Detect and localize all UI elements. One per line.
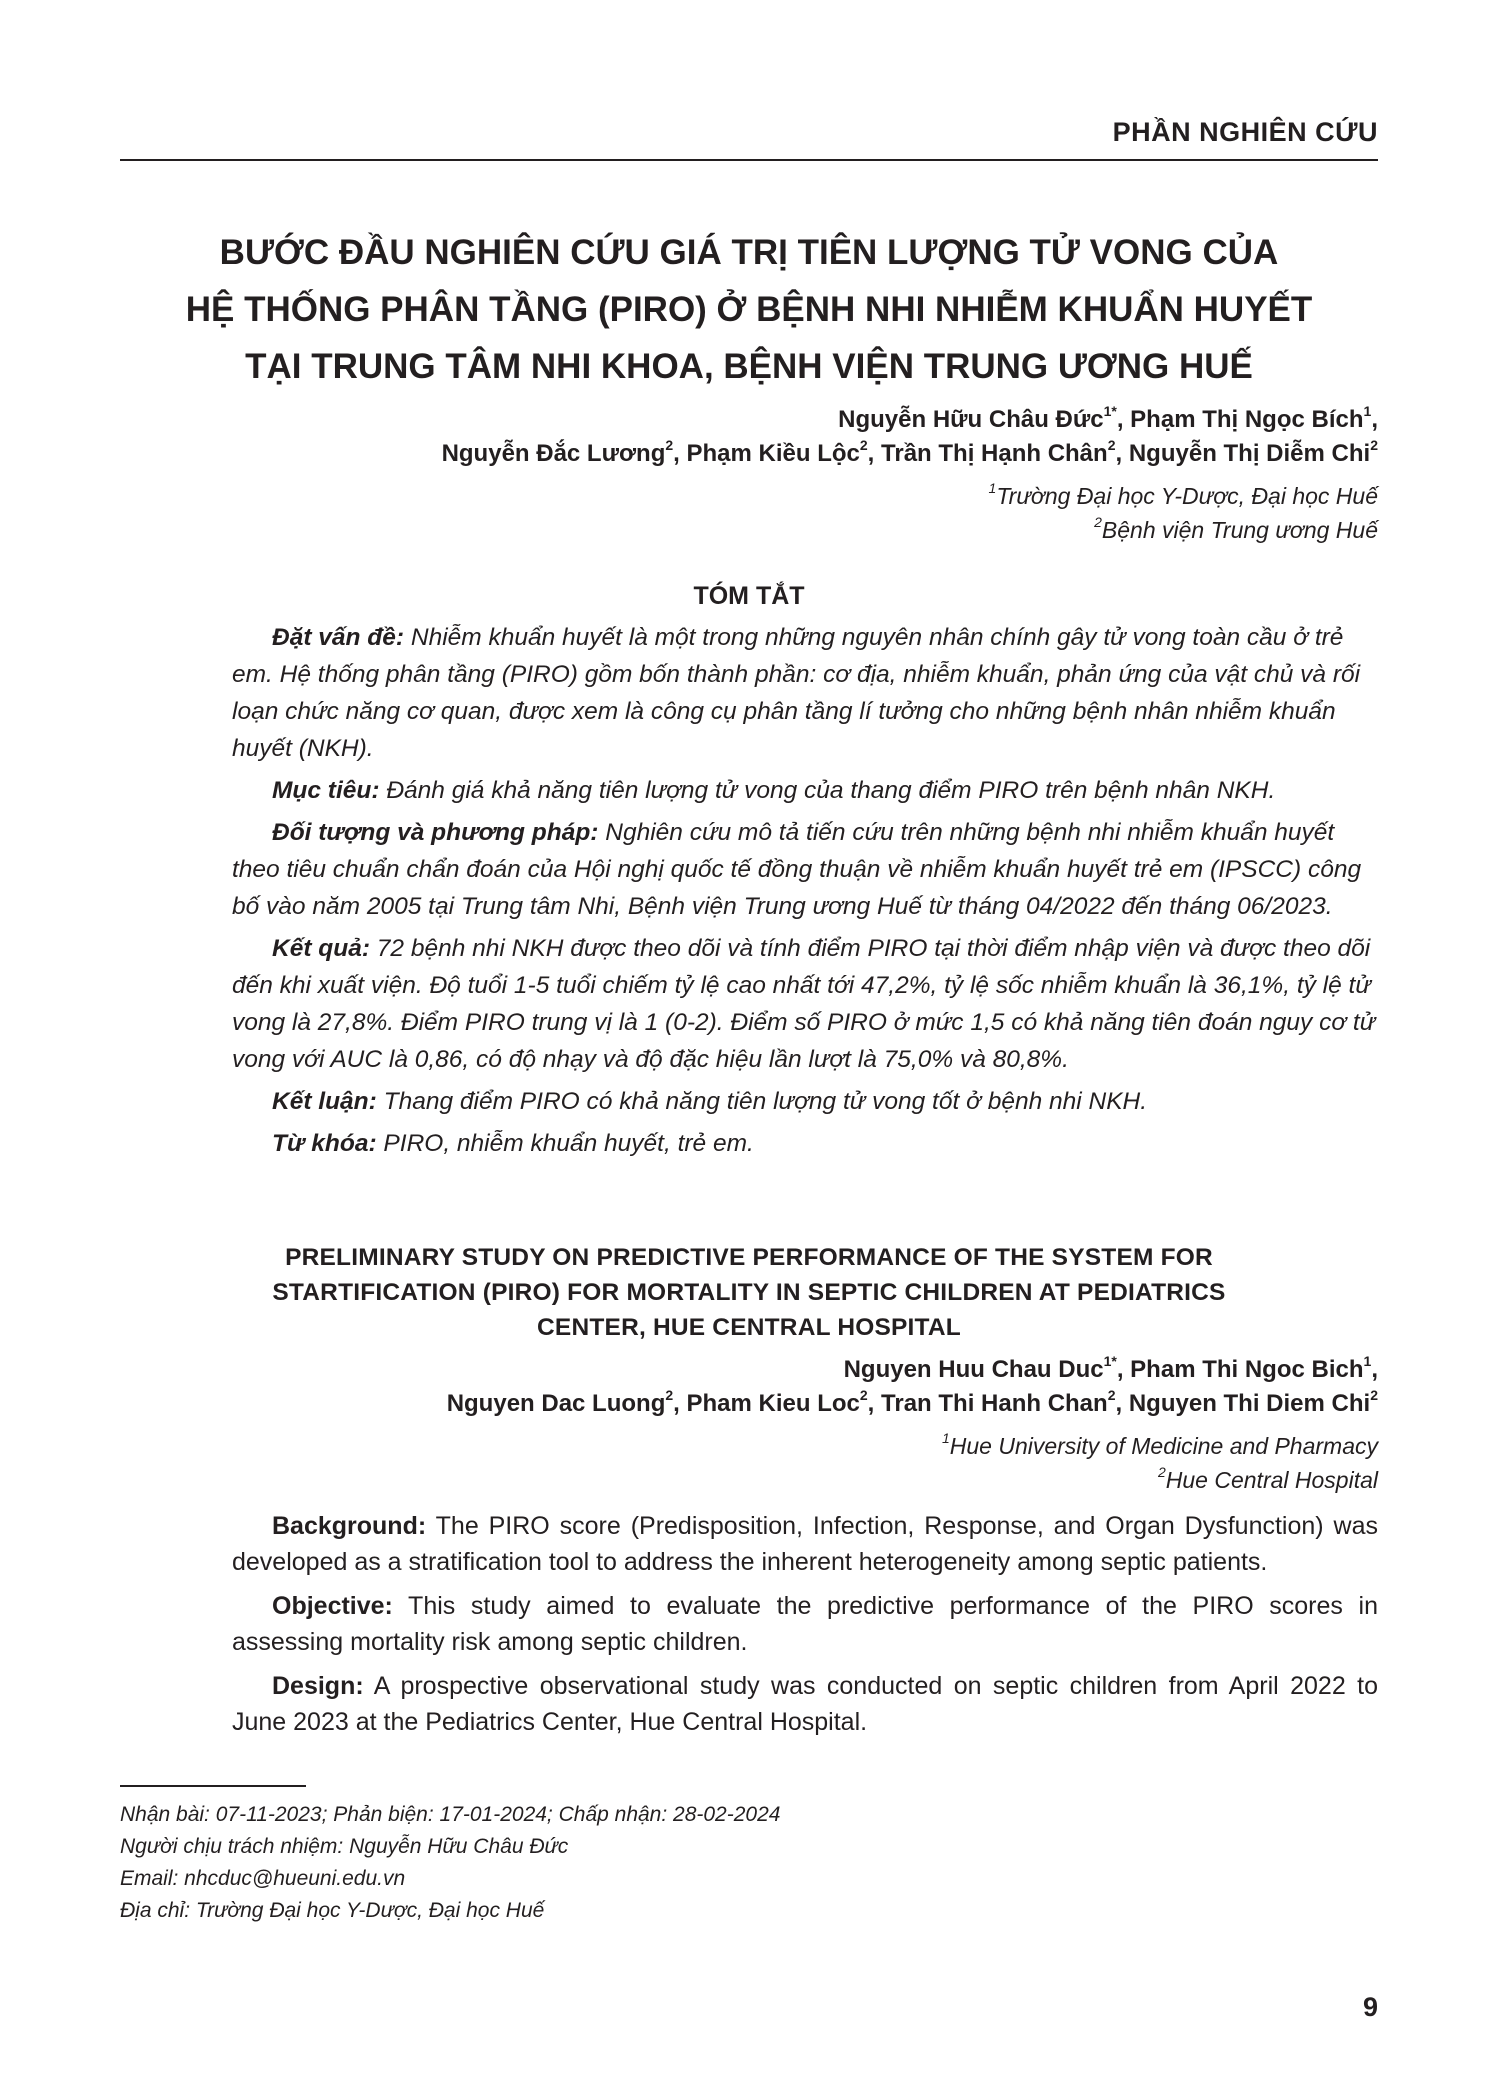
author-sup: 2 <box>665 437 674 453</box>
footnote-email: Email: nhcduc@hueuni.edu.vn <box>120 1867 406 1890</box>
author-line: Nguyen Huu Chau Duc$^{1*}$, Pham Thi Ngoc Bich$^1$, <box>843 1353 1378 1383</box>
section-label: Kết quả: <box>272 935 370 962</box>
vietnamese-title <box>120 224 1378 395</box>
author-name: Nguyen Thi Diem Chi <box>1128 1390 1371 1417</box>
section-label: Đặt vấn đề: <box>272 624 405 651</box>
footnote-dates: Nhận bài: 07-11-2023; Phản biện: 17-01-2024; Chấp nhận: 28-02-2024 <box>120 1803 781 1826</box>
abstract-paragraph: Mục tiêu: Đánh giá khả năng tiên lượng tử vong của thang điểm PIRO trên bệnh nhân NKH. <box>272 777 1276 804</box>
author-name: Nguyễn Thị Diễm Chi <box>1128 440 1371 467</box>
section-label: Design: <box>272 1672 364 1700</box>
section-label: Mục tiêu: <box>272 777 380 804</box>
author-line: Nguyen Dac Luong$^2$, Pham Kieu Loc$^2$, Tran Thi Hanh Chan$^2$, Nguyen Thi Diem Chi$^2$ <box>446 1387 1378 1417</box>
author-name: Phạm Kiều Lộc <box>686 440 860 467</box>
author-sup: 2 <box>859 1387 868 1403</box>
author-sup: 2 <box>859 437 868 453</box>
author-sup: 2 <box>1370 437 1378 453</box>
author-sup: 1* <box>1103 1353 1117 1369</box>
section-label: Đối tượng và phương pháp: <box>272 819 599 846</box>
header-rule <box>120 159 1378 161</box>
title-line: BƯỚC ĐẦU NGHIÊN CỨU GIÁ TRỊ TIÊN LƯỢNG TỬ VONG CỦA <box>219 233 1279 272</box>
author-name: Nguyễn Hữu Châu Đức <box>838 406 1104 433</box>
title-line: HỆ THỐNG PHÂN TẦNG (PIRO) Ở BỆNH NHI NHIỄM KHUẨN HUYẾT <box>185 290 1313 329</box>
author-name: Trần Thị Hạnh Chân <box>881 440 1108 467</box>
author-name: Pham Kieu Loc <box>686 1390 860 1417</box>
author-line: Nguyễn Đắc Lương$^2$, Phạm Kiều Lộc$^2$, Trần Thị Hạnh Chân$^2$, Nguyễn Thị Diễm Chi$^2$ <box>441 437 1378 467</box>
author-name: Nguyen Dac Luong <box>446 1390 666 1417</box>
section-label: Background: <box>272 1512 427 1540</box>
title-line: CENTER, HUE CENTRAL HOSPITAL <box>537 1314 961 1341</box>
english-affiliations <box>120 1429 1378 1497</box>
abstract-paragraph: Kết quả: 72 bệnh nhi NKH được theo dõi và tính điểm PIRO tại thời điểm nhập viện và được theo dõi đến khi xuất viện. Độ tuổi 1-5 tuổi chiếm tỷ lệ cao nhất tới 47,2%, tỷ lệ sốc nhiễm khuẩn là 36,1%, tỷ lệ tử vong là 27,8%. Điểm PIRO trung vị là 1 (0-2). Điểm số PIRO ở mức 1,5 có khả năng tiên đoán nguy cơ tử vong với AUC là 0,86, có độ nhạy và độ đặc hiệu lần lượt là 75,0% và 80,8%. <box>232 935 1376 1073</box>
author-name: Phạm Thị Ngọc Bích <box>1130 406 1364 433</box>
affiliation: $^2$Bệnh viện Trung ương Huế <box>1094 514 1378 543</box>
author-sup: 2 <box>1370 1387 1378 1403</box>
vietnamese-affiliations <box>120 479 1378 547</box>
author-sup: 1* <box>1103 403 1117 419</box>
author-sup: 1 <box>1363 403 1372 419</box>
affiliation: $^1$Hue University of Medicine and Pharmacy <box>941 1430 1378 1459</box>
title-line: TẠI TRUNG TÂM NHI KHOA, BỆNH VIỆN TRUNG ƯƠNG HUẾ <box>245 347 1253 386</box>
abstract-paragraph: Kết luận: Thang điểm PIRO có khả năng tiên lượng tử vong tốt ở bệnh nhi NKH. <box>272 1088 1148 1115</box>
abstract-paragraph: Đối tượng và phương pháp: Nghiên cứu mô tả tiến cứu trên những bệnh nhi nhiễm khuẩn huyết theo tiêu chuẩn chẩn đoán của Hội nghị quốc tế đồng thuận về nhiễm khuẩn huyết trẻ em (IPSCC) công bố vào năm 2005 tại Trung tâm Nhi, Bệnh viện Trung ương Huế từ tháng 04/2022 đến tháng 06/2023. <box>232 819 1362 920</box>
vietnamese-abstract <box>232 619 1378 1167</box>
english-abstract <box>232 1508 1378 1748</box>
footnote-corresponding: Người chịu trách nhiệm: Nguyễn Hữu Châu Đức <box>120 1835 569 1858</box>
abstract-heading: TÓM TẮT <box>693 582 805 610</box>
page-number: 9 <box>1362 1992 1378 2022</box>
section-label: Kết luận: <box>272 1088 377 1115</box>
section-label: Từ khóa: <box>272 1130 377 1157</box>
abstract-paragraph: Objective: This study aimed to evaluate the predictive performance of the PIRO scores in assessing mortality risk among septic children. <box>232 1592 1378 1656</box>
author-sup: 2 <box>665 1387 674 1403</box>
vietnamese-authors <box>120 403 1378 471</box>
running-head: PHẦN NGHIÊN CỨU <box>1112 117 1378 147</box>
english-title <box>120 1240 1378 1345</box>
footnote-rule <box>120 1785 306 1787</box>
author-name: Nguyen Huu Chau Duc <box>843 1356 1104 1383</box>
author-name: Tran Thi Hanh Chan <box>881 1390 1108 1417</box>
footnote-address: Địa chỉ: Trường Đại học Y-Dược, Đại học Huế <box>120 1899 545 1922</box>
title-line: PRELIMINARY STUDY ON PREDICTIVE PERFORMANCE OF THE SYSTEM FOR <box>285 1244 1213 1271</box>
affiliation: $^1$Trường Đại học Y-Dược, Đại học Huế <box>988 480 1378 509</box>
section-label: Objective: <box>272 1592 393 1620</box>
author-sup: 1 <box>1363 1353 1372 1369</box>
abstract-paragraph: Background: The PIRO score (Predisposition, Infection, Response, and Organ Dysfunction) was developed as a stratification tool to address the inherent heterogeneity among septic patients. <box>232 1512 1378 1576</box>
english-authors <box>120 1353 1378 1421</box>
author-sup: 2 <box>1107 437 1116 453</box>
author-name: Pham Thi Ngoc Bich <box>1130 1356 1364 1383</box>
abstract-paragraph: Design: A prospective observational study was conducted on septic children from April 2022 to June 2023 at the Pediatrics Center, Hue Central Hospital. <box>232 1672 1378 1736</box>
abstract-paragraph: Đặt vấn đề: Nhiễm khuẩn huyết là một trong những nguyên nhân chính gây tử vong toàn cầu ở trẻ em. Hệ thống phân tầng (PIRO) gồm bốn thành phần: cơ địa, nhiễm khuẩn, phản ứng của vật chủ và rối loạn chức năng cơ quan, được xem là công cụ phân tầng lí tưởng cho những bệnh nhân nhiễm khuẩn huyết (NKH). <box>232 624 1361 762</box>
title-line: STARTIFICATION (PIRO) FOR MORTALITY IN SEPTIC CHILDREN AT PEDIATRICS <box>272 1279 1226 1306</box>
author-sup: 2 <box>1107 1387 1116 1403</box>
author-line: Nguyễn Hữu Châu Đức$^{1*}$, Phạm Thị Ngọc Bích$^1$, <box>838 403 1378 433</box>
footnotes <box>120 1799 1120 1927</box>
abstract-paragraph: Từ khóa: PIRO, nhiễm khuẩn huyết, trẻ em. <box>272 1130 754 1157</box>
affiliation: $^2$Hue Central Hospital <box>1157 1464 1378 1493</box>
author-name: Nguyễn Đắc Lương <box>441 440 666 467</box>
